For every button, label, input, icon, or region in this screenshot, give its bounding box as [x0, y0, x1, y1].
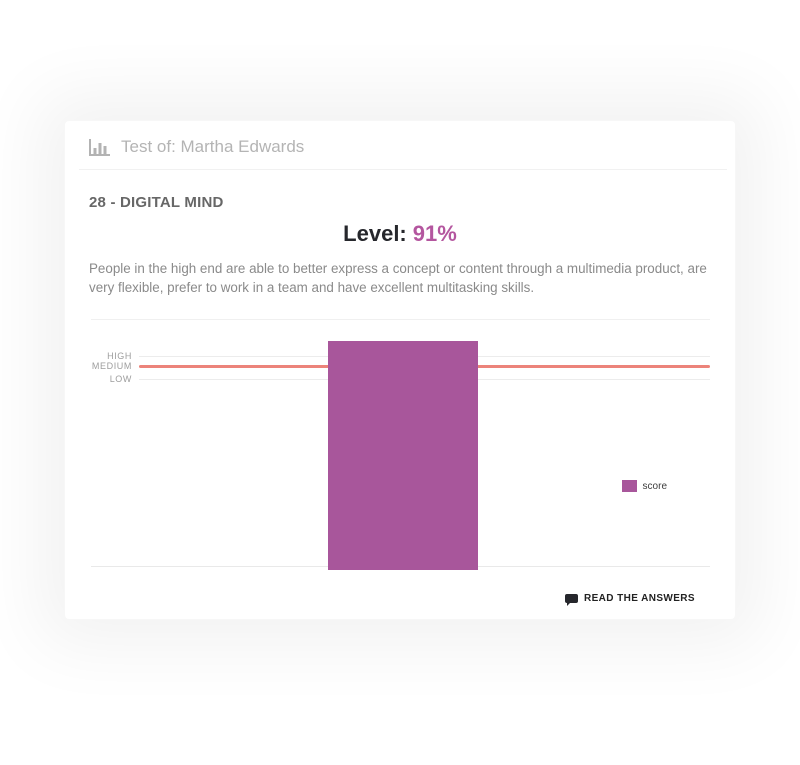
- speech-bubble-icon: [565, 594, 578, 603]
- chart-top-gridline: [91, 319, 710, 320]
- header-divider: [79, 169, 727, 170]
- level-line: [89, 221, 711, 247]
- bar-chart-icon: [89, 139, 110, 156]
- score-bar: [328, 341, 478, 570]
- chart-legend: [622, 480, 667, 492]
- chart-plot: [91, 319, 710, 567]
- level-label: Level:: [343, 221, 407, 246]
- card-title: Test of: Martha Edwards: [121, 137, 305, 156]
- card-header: [65, 121, 735, 169]
- legend-label: score: [642, 480, 667, 492]
- card-content: [65, 194, 735, 567]
- threshold-label: LOW: [109, 374, 132, 385]
- section-title: 28 - DIGITAL MIND: [89, 194, 224, 211]
- legend-swatch: [622, 480, 637, 492]
- threshold-label: HIGH: [107, 351, 132, 362]
- level-value: 91%: [412, 221, 457, 246]
- test-result-card: [64, 120, 736, 620]
- read-answers-label: READ THE ANSWERS: [583, 593, 695, 604]
- description-text: People in the high end are able to better express a concept or content through a multimedia product, are very flexible, prefer to work in a team and have excellent multitasking skills.: [89, 261, 707, 296]
- threshold-label: MEDIUM: [91, 361, 132, 372]
- read-answers-button[interactable]: [565, 593, 695, 604]
